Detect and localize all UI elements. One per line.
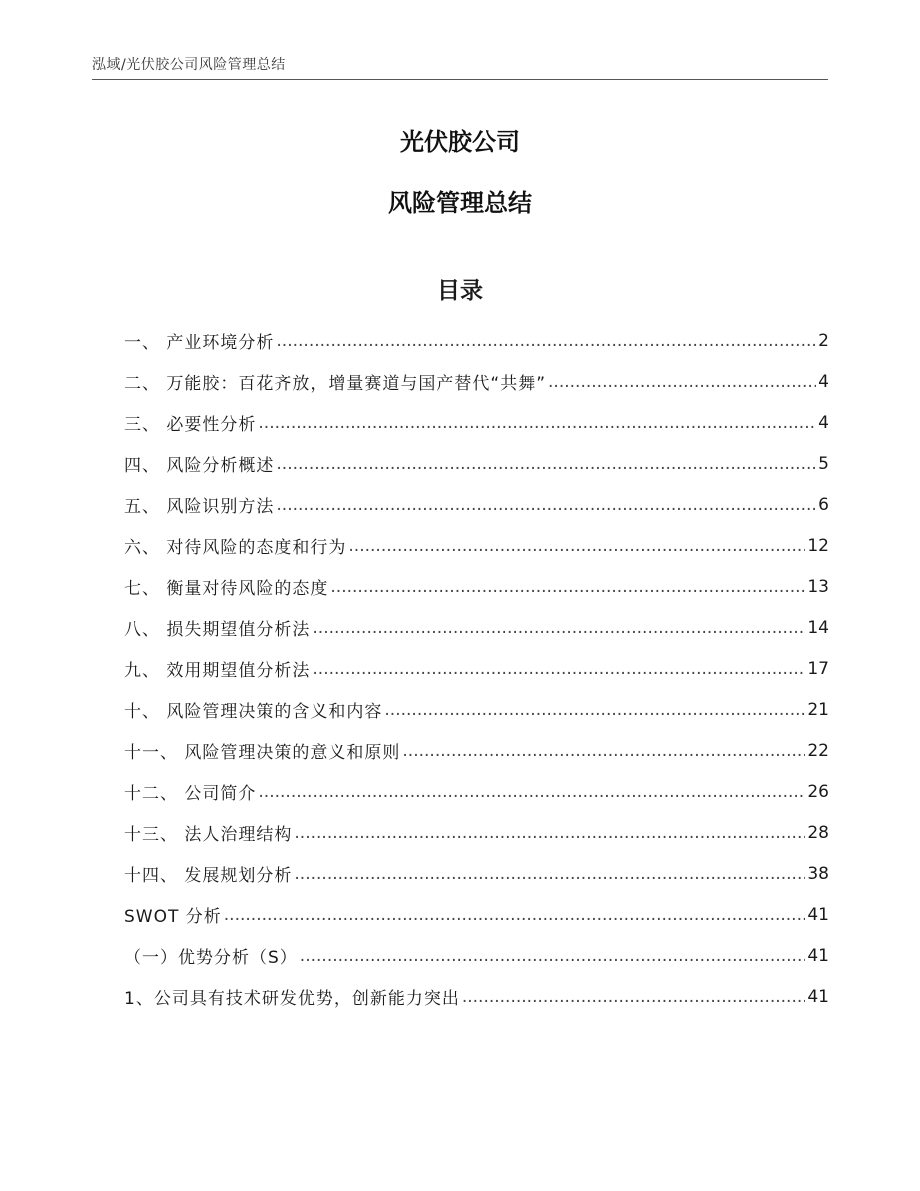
toc-leader-dots	[276, 454, 816, 474]
toc-entry[interactable]	[124, 320, 829, 361]
toc-entry-page: 41	[807, 945, 829, 966]
toc-entry[interactable]	[124, 894, 829, 935]
toc-entry[interactable]	[124, 935, 829, 976]
toc-entry[interactable]	[124, 976, 829, 1017]
toc-leader-dots	[276, 495, 816, 515]
toc-entry-label: 五、 风险识别方法	[124, 497, 275, 517]
toc-leader-dots	[384, 700, 805, 720]
toc-entry[interactable]	[124, 730, 829, 771]
toc-entry[interactable]	[124, 402, 829, 443]
toc-entry[interactable]	[124, 484, 829, 525]
running-header: 泓域/光伏胶公司风险管理总结	[92, 57, 286, 73]
toc-entry-page: 17	[807, 658, 829, 679]
toc-leader-dots	[348, 536, 805, 556]
toc-entry-page: 2	[818, 330, 829, 351]
toc-entry-page: 41	[807, 904, 829, 925]
table-of-contents	[124, 320, 829, 1017]
toc-entry-label: 八、 损失期望值分析法	[124, 620, 311, 640]
toc-leader-dots	[300, 946, 806, 966]
toc-entry-label: （一）优势分析（S）	[124, 948, 298, 968]
toc-leader-dots	[294, 823, 805, 843]
toc-leader-dots	[548, 372, 816, 392]
toc-leader-dots	[294, 864, 805, 884]
toc-entry[interactable]	[124, 566, 829, 607]
toc-leader-dots	[276, 331, 816, 351]
toc-entry-page: 12	[807, 535, 829, 556]
toc-entry-page: 5	[818, 453, 829, 474]
toc-entry[interactable]	[124, 689, 829, 730]
toc-entry[interactable]	[124, 648, 829, 689]
toc-entry[interactable]	[124, 771, 829, 812]
toc-entry-page: 6	[818, 494, 829, 515]
document-subtitle: 风险管理总结	[388, 189, 532, 217]
toc-leader-dots	[402, 741, 805, 761]
toc-leader-dots	[312, 659, 805, 679]
toc-entry-label: 1、公司具有技术研发优势，创新能力突出	[124, 989, 460, 1009]
toc-entry-label: 二、 万能胶：百花齐放，增量赛道与国产替代“共舞”	[124, 374, 547, 394]
toc-entry-label: 七、 衡量对待风险的态度	[124, 579, 329, 599]
toc-entry-label: 九、 效用期望值分析法	[124, 661, 311, 681]
toc-leader-dots	[224, 905, 806, 925]
toc-leader-dots	[312, 618, 805, 638]
toc-entry[interactable]	[124, 361, 829, 402]
toc-entry-label: SWOT 分析	[124, 907, 222, 927]
toc-entry-page: 22	[807, 740, 829, 761]
toc-entry-page: 21	[807, 699, 829, 720]
toc-entry-label: 十三、 法人治理结构	[124, 825, 293, 845]
toc-entry-page: 41	[807, 986, 829, 1007]
toc-entry-page: 26	[807, 781, 829, 802]
toc-entry-label: 三、 必要性分析	[124, 415, 257, 435]
toc-entry[interactable]	[124, 607, 829, 648]
toc-entry-label: 四、 风险分析概述	[124, 456, 275, 476]
toc-entry-label: 一、 产业环境分析	[124, 333, 275, 353]
toc-entry-label: 六、 对待风险的态度和行为	[124, 538, 347, 558]
toc-entry[interactable]	[124, 853, 829, 894]
toc-entry-page: 4	[818, 412, 829, 433]
toc-entry[interactable]	[124, 812, 829, 853]
toc-entry-page: 13	[807, 576, 829, 597]
toc-leader-dots	[330, 577, 805, 597]
toc-entry-label: 十一、 风险管理决策的意义和原则	[124, 743, 401, 763]
header-rule	[92, 79, 828, 80]
toc-leader-dots	[258, 782, 805, 802]
toc-entry-page: 38	[807, 863, 829, 884]
document-title: 光伏胶公司	[400, 128, 520, 156]
toc-entry-page: 28	[807, 822, 829, 843]
toc-entry[interactable]	[124, 443, 829, 484]
toc-entry-label: 十、 风险管理决策的含义和内容	[124, 702, 383, 722]
toc-entry[interactable]	[124, 525, 829, 566]
toc-entry-page: 4	[818, 371, 829, 392]
toc-heading: 目录	[437, 278, 483, 304]
toc-entry-label: 十四、 发展规划分析	[124, 866, 293, 886]
toc-leader-dots	[258, 413, 816, 433]
toc-entry-label: 十二、 公司简介	[124, 784, 257, 804]
toc-entry-page: 14	[807, 617, 829, 638]
toc-leader-dots	[462, 987, 806, 1007]
